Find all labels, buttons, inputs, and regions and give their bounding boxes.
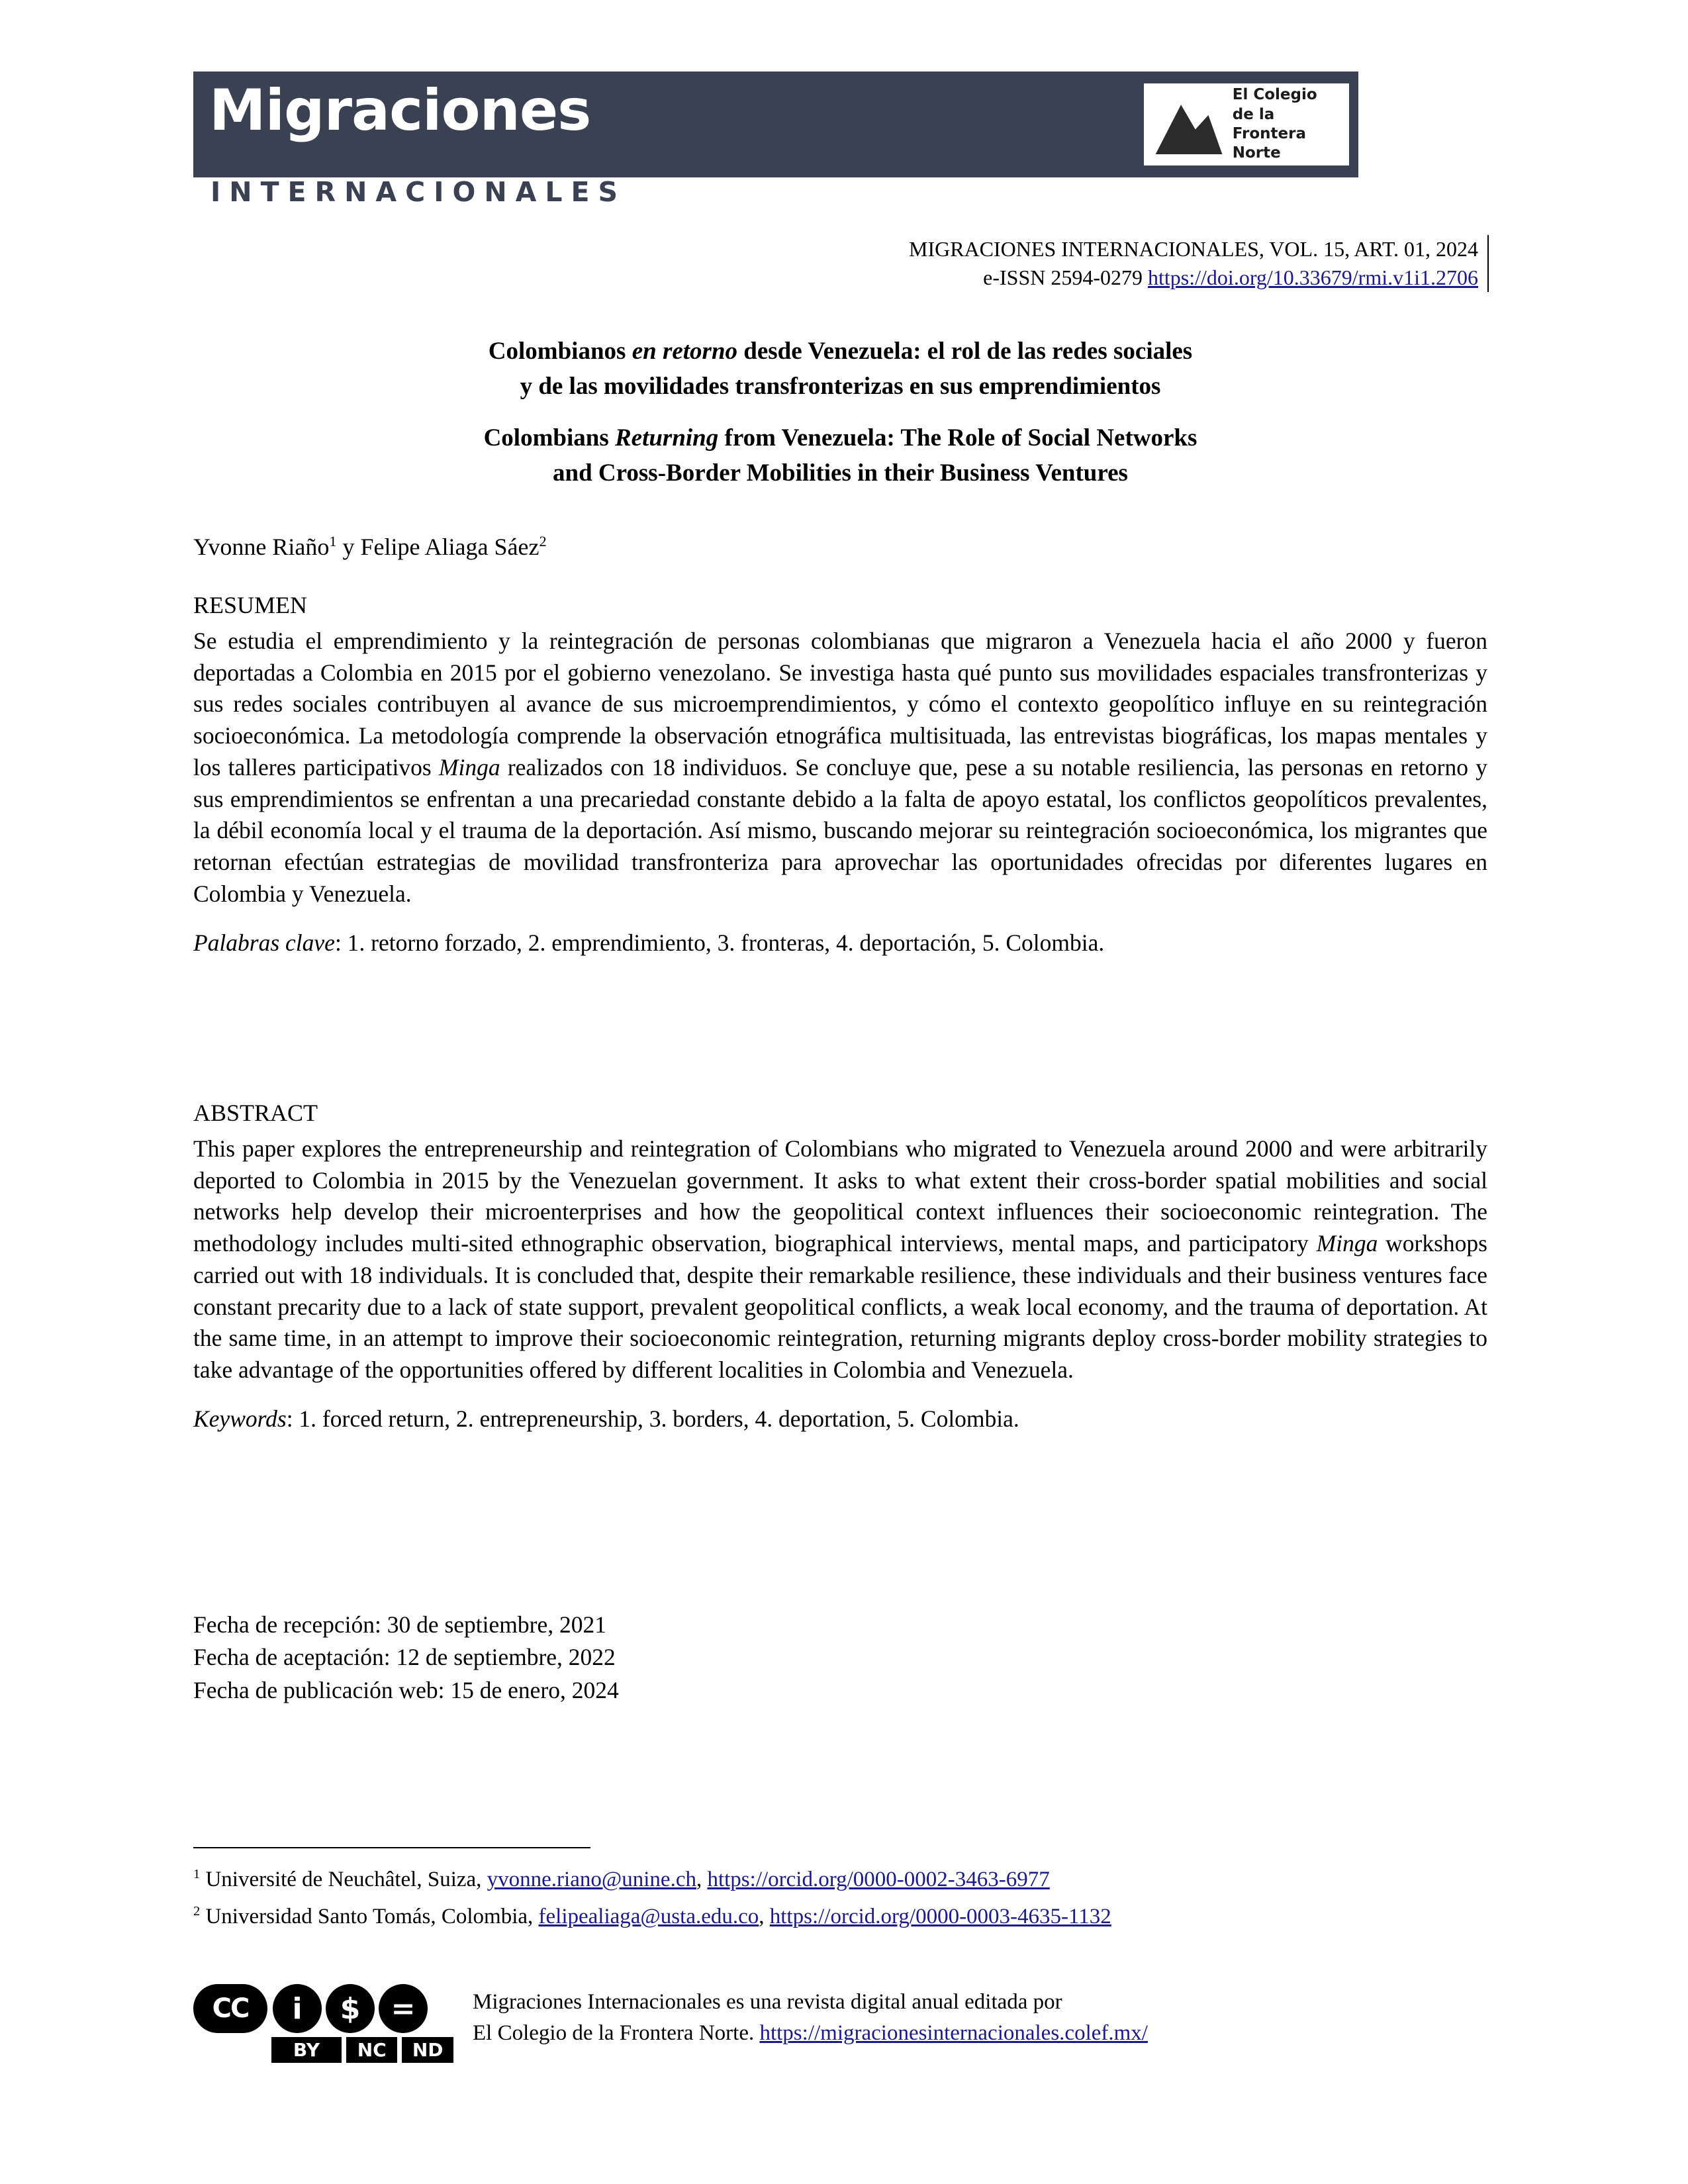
resumen-text-a: Se estudia el emprendimiento y la reintegración de personas colombianas que migraron a Venezuela hacia el año 2000 y fueron deportadas a Colombia en 2015 por el gobierno venezolano. Se investiga hasta qué punto sus movilidades espaciales transfronterizas y sus redes sociales contribuyen al avance de sus microemprendimientos, y cómo el contexto geopolítico influye en su reintegración socioeconómica. La metodología comprende la observación etnográfica multisituada, las entrevistas biográficas, los mapas mentales y los talleres participativos: [193, 628, 1487, 781]
title-spanish-part1: Colombianos: [488, 338, 632, 365]
resumen-text-b: realizados con 18 individuos. Se concluye que, pese a su notable resiliencia, las personas en retorno y sus emprendimientos se enfrentan a una precariedad constante debido a la falta de apoyo estatal, los conflictos geopolíticos prevalentes, la débil economía local y el trauma de la deportación. Así mismo, buscando mejorar su reintegración socioeconómica, los migrantes que retornan efectúan estrategias de movilidad transfronteriza para aprovechar las oportunidades ofrecidas por diferentes lugares en Colombia y Venezuela.: [193, 753, 1487, 907]
footnote-1-separator: ,: [696, 1868, 708, 1891]
cc-label-by: BY: [271, 2037, 342, 2063]
footnote-2-marker: 2: [193, 1903, 201, 1919]
abstract-keywords-label: Keywords: [193, 1405, 287, 1432]
journal-site-link[interactable]: https://migracionesinternacionales.colef.mx/: [759, 2020, 1148, 2045]
footnote-1-orcid-link[interactable]: https://orcid.org/0000-0002-3463-6977: [707, 1868, 1050, 1891]
abstract-keywords-text: : 1. forced return, 2. entrepreneurship, 3. borders, 4. deportation, 5. Colombia.: [286, 1405, 1019, 1432]
title-spanish: [193, 334, 1487, 404]
date-accepted: Fecha de aceptación: 12 de septiembre, 2022: [193, 1644, 616, 1671]
colef-logo-line-3: Norte: [1232, 144, 1281, 162]
abstract-text-a: This paper explores the entrepreneurship and reintegration of Colombians who migrated to Venezuela around 2000 and were arbitrarily deported to Colombia in 2015 by the Venezuelan government. It asks to what extent their cross-border spatial mobilities and social networks help develop their microenterprises and how the geopolitical context influences their socioeconomic reintegration. The methodology includes multi-sited ethnographic observation, biographical interviews, mental maps, and participatory: [193, 1135, 1487, 1257]
footnote-2-separator: ,: [759, 1904, 770, 1928]
abstract-heading: ABSTRACT: [193, 1100, 318, 1126]
date-received: Fecha de recepción: 30 de septiembre, 2021: [193, 1611, 606, 1638]
footnote-2: [193, 1901, 1491, 1934]
publication-dates: [193, 1609, 1487, 1707]
license-line-2-prefix: El Colegio de la Frontera Norte.: [473, 2020, 760, 2045]
section-resumen: [193, 591, 1487, 959]
footnote-1-email-link[interactable]: yvonne.riano@unine.ch: [487, 1868, 696, 1891]
issn-text: e-ISSN 2594-0279: [983, 265, 1149, 290]
cc-nd-icon: =: [379, 1984, 428, 2033]
cc-badge-top-row: [193, 1983, 458, 2034]
footnote-separator: [193, 1847, 590, 1848]
date-published: Fecha de publicación web: 15 de enero, 2024: [193, 1676, 619, 1703]
license-line-2: [473, 2018, 1148, 2049]
abstract-paragraph: [193, 1133, 1487, 1386]
footnote-2-email-link[interactable]: felipealiaga@usta.edu.co: [538, 1904, 759, 1928]
cc-badge-labels: [193, 2037, 458, 2063]
license-footer: [193, 1983, 1491, 2061]
title-spanish-part2: desde Venezuela: el rol de las redes sociales: [737, 338, 1193, 365]
journal-issn-line: [193, 263, 1478, 292]
cc-logo-icon: CC: [193, 1984, 267, 2033]
colef-logo-line-2: de la Frontera: [1232, 105, 1306, 142]
author-footnote-marker-2[interactable]: 2: [539, 533, 547, 549]
doi-link[interactable]: https://doi.org/10.33679/rmi.v1i1.2706: [1148, 265, 1478, 290]
journal-masthead: [193, 71, 1358, 211]
abstract-keywords: [193, 1403, 1487, 1435]
creative-commons-icon[interactable]: [193, 1983, 458, 2061]
title-spanish-italic: en retorno: [632, 338, 738, 365]
resumen-paragraph: [193, 626, 1487, 910]
resumen-keywords-label: Palabras clave: [193, 929, 335, 956]
footnote-1-text: Université de Neuchâtel, Suiza,: [200, 1868, 487, 1891]
resumen-italic-minga: Minga: [438, 753, 500, 781]
journal-title: Migraciones: [209, 77, 591, 144]
title-english-line2: and Cross-Border Mobilities in their Business Ventures: [553, 459, 1128, 487]
author-name-2: Felipe Aliaga Sáez: [360, 534, 539, 560]
title-english-italic: Returning: [614, 424, 719, 452]
cc-by-icon: i: [273, 1984, 322, 2033]
abstract-text-b: workshops carried out with 18 individuals. It is concluded that, despite their remarkable resilience, these individuals and their business ventures face constant precarity due to a lack of state support, prevalent geopolitical conflicts, a weak local economy, and the trauma of deportation. At the same time, in an attempt to improve their socioeconomic reintegration, returning migrants deploy cross-border mobility strategies to take advantage of the opportunities offered by different localities in Colombia and Venezuela.: [193, 1230, 1487, 1384]
colef-logo-line-1: El Colegio: [1232, 86, 1317, 104]
resumen-keywords-text: : 1. retorno forzado, 2. emprendimiento, 3. fronteras, 4. deportación, 5. Colombia.: [334, 929, 1105, 956]
cc-label-nc: NC: [346, 2037, 398, 2063]
journal-citation-line: [193, 235, 1489, 292]
section-abstract: [193, 1099, 1487, 1435]
title-english: [193, 421, 1487, 491]
footnotes: [193, 1864, 1491, 1937]
footnote-1-marker: 1: [193, 1867, 201, 1881]
title-block: [193, 334, 1487, 491]
colef-logo: [1144, 83, 1349, 166]
title-english-part2: from Venezuela: The Role of Social Networks: [718, 424, 1197, 452]
colef-logo-text: [1233, 85, 1349, 164]
cc-label-nd: ND: [402, 2037, 453, 2063]
journal-volume-line: MIGRACIONES INTERNACIONALES, VOL. 15, ART. 01, 2024: [909, 237, 1478, 261]
license-line-1: Migraciones Internacionales es una revista digital anual editada por: [473, 1990, 1062, 2014]
resumen-keywords: [193, 927, 1487, 959]
author-footnote-marker-1[interactable]: 1: [329, 533, 337, 549]
title-english-part1: Colombians: [483, 424, 615, 452]
author-list: [193, 533, 1487, 561]
journal-subtitle: INTERNACIONALES: [211, 176, 627, 208]
author-name-1: Yvonne Riaño: [193, 534, 330, 560]
abstract-italic-minga: Minga: [1316, 1230, 1378, 1257]
mountain-icon: [1149, 88, 1226, 161]
resumen-heading: RESUMEN: [193, 592, 308, 618]
footnote-1: [193, 1864, 1491, 1897]
footnote-2-orcid-link[interactable]: https://orcid.org/0000-0003-4635-1132: [769, 1904, 1111, 1928]
cc-nc-icon: $: [326, 1984, 375, 2033]
author-conjunction: y: [336, 534, 361, 560]
license-text: [473, 1983, 1148, 2049]
footnote-2-text: Universidad Santo Tomás, Colombia,: [200, 1904, 539, 1928]
title-spanish-line2: y de las movilidades transfronterizas en sus emprendimientos: [520, 372, 1161, 400]
